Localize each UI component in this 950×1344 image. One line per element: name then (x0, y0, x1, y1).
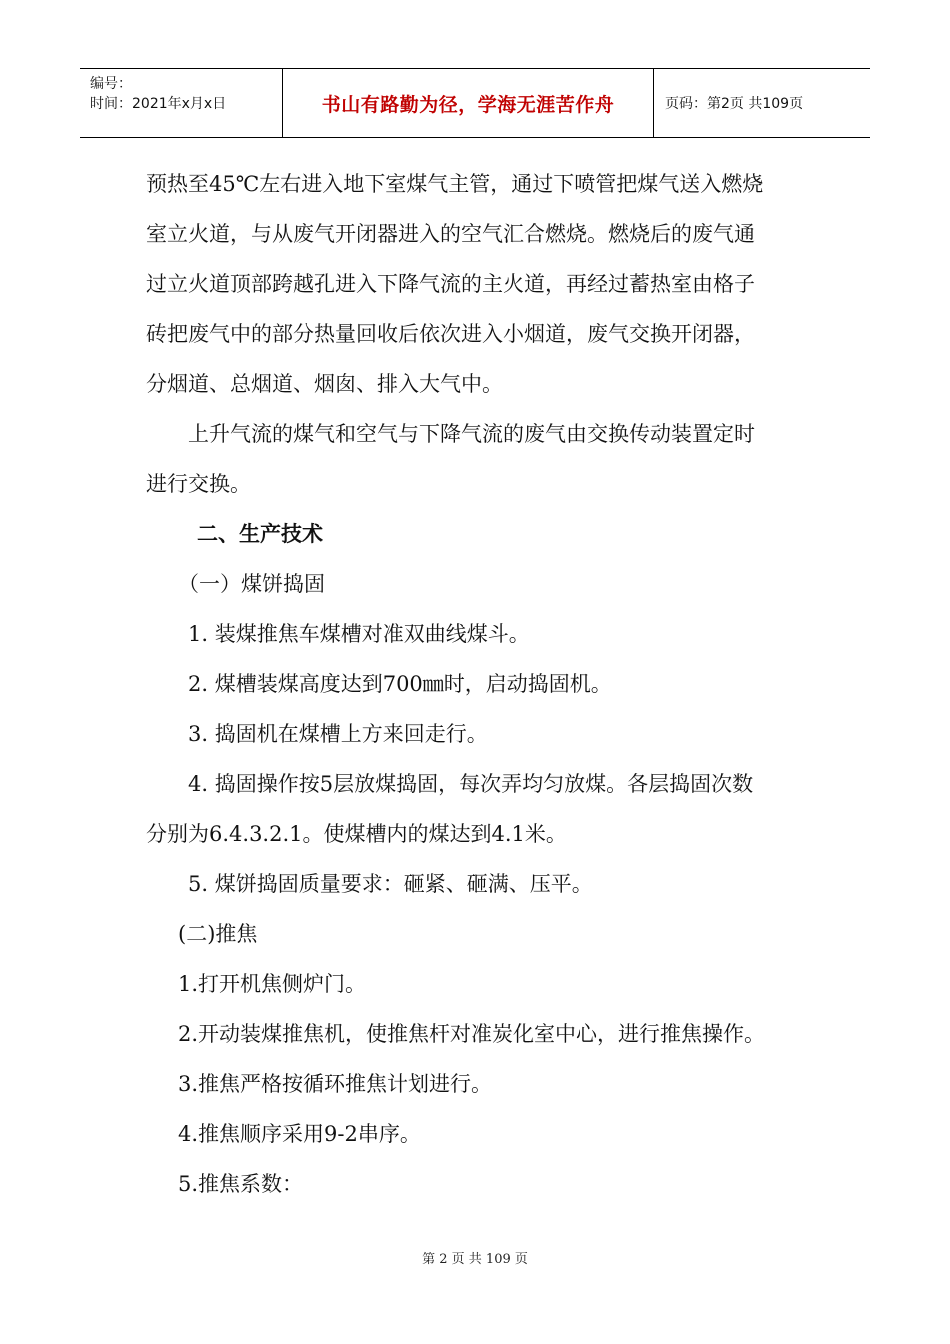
document-number-label: 编号： (90, 76, 132, 92)
list-item: 4. 捣固操作按5层放煤捣固，每次弄均匀放煤。各层捣固次数 (188, 772, 754, 796)
document-date-label: 时间：2021年x月x日 (90, 96, 227, 112)
header-page-number: 页码：第2页 共109页 (665, 96, 804, 112)
paragraph-line: 上升气流的煤气和空气与下降气流的废气由交换传动装置定时 (188, 422, 755, 446)
page-header (80, 68, 870, 138)
paragraph-line: 砖把废气中的部分热量回收后依次进入小烟道，废气交换开闭器， (146, 322, 755, 346)
header-meta-cell (80, 69, 283, 137)
list-item: 2. 煤槽装煤高度达到700㎜时，启动捣固机。 (188, 672, 612, 696)
paragraph-line: 过立火道顶部跨越孔进入下降气流的主火道，再经过蓄热室由格子 (146, 272, 755, 296)
list-item: 3.推焦严格按循环推焦计划进行。 (178, 1072, 493, 1096)
page-footer: 第 2 页 共 109 页 (422, 1252, 528, 1267)
list-item: 2.开动装煤推焦机，使推焦杆对准炭化室中心，进行推焦操作。 (178, 1022, 766, 1046)
list-item: 5.推焦系数： (178, 1172, 304, 1196)
subsection-heading: （一）煤饼捣固 (178, 572, 325, 596)
list-item: 4.推焦顺序采用9-2串序。 (178, 1122, 421, 1146)
paragraph-line: 室立火道，与从废气开闭器进入的空气汇合燃烧。燃烧后的废气通 (146, 222, 755, 246)
list-item: 1.打开机焦侧炉门。 (178, 972, 367, 996)
paragraph-line: 进行交换。 (146, 472, 251, 496)
list-item: 分别为6.4.3.2.1。使煤槽内的煤达到4.1米。 (146, 822, 567, 846)
paragraph-line: 分烟道、总烟道、烟囱、排入大气中。 (146, 372, 503, 396)
section-heading: 二、生产技术 (197, 522, 323, 546)
list-item: 3. 捣固机在煤槽上方来回走行。 (188, 722, 488, 746)
list-item: 1. 装煤推焦车煤槽对准双曲线煤斗。 (188, 622, 530, 646)
subsection-heading: (二)推焦 (178, 922, 258, 946)
paragraph-line: 预热至45℃左右进入地下室煤气主管，通过下喷管把煤气送入燃烧 (146, 172, 764, 196)
list-item: 5. 煤饼捣固质量要求：砸紧、砸满、压平。 (188, 872, 593, 896)
header-motto: 书山有路勤为径，学海无涯苦作舟 (321, 93, 615, 116)
header-motto-cell (283, 69, 654, 137)
